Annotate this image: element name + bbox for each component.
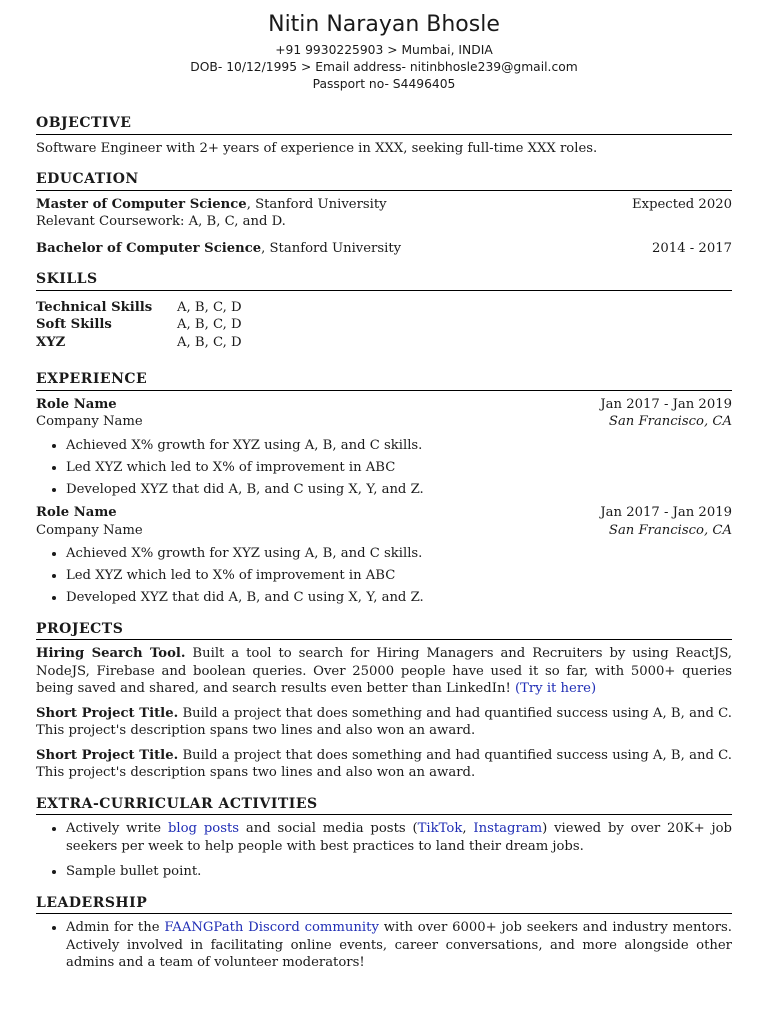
- candidate-name: Nitin Narayan Bhosle: [268, 12, 500, 37]
- project-desc: Build a project that does something and had quantified success using A, B, and C. This project's description spans two lines and also won an award.: [36, 705, 732, 738]
- education-entry: [36, 196, 732, 214]
- experience-section: [36, 371, 732, 607]
- skill-value: A, B, C, D: [177, 299, 242, 315]
- section-title: EDUCATION: [36, 171, 732, 191]
- tiktok-link[interactable]: TikTok: [417, 821, 463, 836]
- extracurricular-section: [36, 796, 732, 881]
- section-title: EXPERIENCE: [36, 371, 732, 391]
- education-entry: [36, 240, 732, 258]
- list-item: • Led XYZ which led to X% of improvement in ABC: [66, 567, 732, 585]
- text-span: Admin for the: [66, 920, 165, 935]
- coursework: Relevant Coursework: A, B, C, and D.: [36, 214, 286, 229]
- project-entry: [36, 747, 732, 782]
- objective-section: [36, 115, 732, 157]
- list-item: • Achieved X% growth for XYZ using A, B, and C skills.: [66, 545, 732, 563]
- education-section: [36, 171, 732, 257]
- job-bullets: [36, 545, 732, 607]
- contact-line-phone: +91 9930225903 > Mumbai, INDIA: [275, 43, 493, 57]
- degree: Bachelor of Computer Science: [36, 240, 262, 256]
- try-it-link[interactable]: (Try it here): [514, 681, 597, 696]
- skill-value: A, B, C, D: [177, 317, 242, 332]
- leadership-bullets: [36, 919, 732, 972]
- job-bullets: [36, 437, 732, 499]
- blog-posts-link[interactable]: blog posts: [167, 821, 240, 836]
- school: , Stanford University: [261, 240, 402, 256]
- skill-value: A, B, C, D: [177, 334, 242, 350]
- discord-community-link[interactable]: FAANGPath Discord community: [164, 920, 379, 935]
- instagram-link[interactable]: Instagram: [473, 821, 543, 836]
- section-title: OBJECTIVE: [36, 115, 732, 135]
- section-title: EXTRA-CURRICULAR ACTIVITIES: [36, 796, 732, 816]
- job-entry: [36, 504, 732, 607]
- school: , Stanford University: [246, 196, 387, 212]
- skill-row: [36, 316, 242, 334]
- education-date: Expected 2020: [632, 196, 732, 212]
- skill-row: [36, 334, 242, 352]
- project-name: Hiring Search Tool.: [36, 646, 186, 661]
- skills-section: [36, 271, 732, 351]
- project-entry: [36, 705, 732, 740]
- list-item: • Led XYZ which led to X% of improvement in ABC: [66, 459, 732, 477]
- skill-row: [36, 299, 242, 317]
- role-name: Role Name: [36, 396, 117, 412]
- text-span: with over 6000+ job seekers and industry mentors. Actively involved in facilitating online events, career conversations, and more alongside other admins and a team of volunteer moderators!: [66, 920, 732, 970]
- project-desc: Built a tool to search for Hiring Managers and Recruiters by using ReactJS, NodeJS, Firebase and boolean queries. Over 25000 people have used it so far, with 5000+ queries being saved and shared, and search results even better than LinkedIn!: [36, 646, 732, 696]
- skill-key: Technical Skills: [36, 299, 153, 315]
- list-item: • Developed XYZ that did A, B, and C using X, Y, and Z.: [66, 589, 732, 607]
- skill-key: Soft Skills: [36, 317, 112, 332]
- job-dates: Jan 2017 - Jan 2019: [600, 396, 732, 412]
- extracurricular-bullets: [36, 820, 732, 881]
- section-title: SKILLS: [36, 271, 732, 291]
- text-span: ,: [462, 821, 474, 836]
- resume-page: [36, 0, 732, 976]
- list-item: • Achieved X% growth for XYZ using A, B, and C skills.: [66, 437, 732, 455]
- text-span: Actively write: [66, 821, 168, 836]
- project-name: Short Project Title.: [36, 747, 179, 763]
- job-location: San Francisco, CA: [608, 522, 732, 538]
- section-title: LEADERSHIP: [36, 895, 732, 915]
- contact-line-email: DOB- 10/12/1995 > Email address- nitinbhosle239@gmail.com: [190, 60, 578, 74]
- project-name: Short Project Title.: [36, 705, 179, 721]
- skills-table: [36, 299, 242, 352]
- text-span: and social media posts (: [239, 821, 418, 836]
- job-dates: Jan 2017 - Jan 2019: [600, 505, 732, 520]
- education-date: 2014 - 2017: [652, 240, 732, 256]
- text-span: ) viewed by over 20K+ job seekers per week to help people with best practices to land their dream jobs.: [66, 821, 733, 854]
- job-location: San Francisco, CA: [608, 414, 732, 429]
- list-item: • Sample bullet point.: [66, 863, 732, 881]
- degree: Master of Computer Science: [36, 196, 247, 212]
- list-item: • Developed XYZ that did A, B, and C using X, Y, and Z.: [66, 481, 732, 499]
- objective-text: Software Engineer with 2+ years of experience in XXX, seeking full-time XXX roles.: [36, 140, 598, 156]
- project-desc: Build a project that does something and had quantified success using A, B, and C. This project's description spans two lines and also won an award.: [36, 747, 732, 780]
- list-item: [66, 919, 732, 972]
- resume-header: [36, 0, 732, 93]
- job-entry: [36, 396, 732, 499]
- leadership-section: [36, 895, 732, 972]
- skill-key: XYZ: [36, 334, 66, 350]
- project-entry: [36, 645, 732, 698]
- contact-line-passport: Passport no- S4496405: [312, 77, 456, 91]
- list-item: [66, 820, 732, 855]
- projects-section: [36, 621, 732, 782]
- company-name: Company Name: [36, 522, 143, 538]
- company-name: Company Name: [36, 414, 143, 429]
- section-title: PROJECTS: [36, 621, 732, 641]
- role-name: Role Name: [36, 505, 117, 520]
